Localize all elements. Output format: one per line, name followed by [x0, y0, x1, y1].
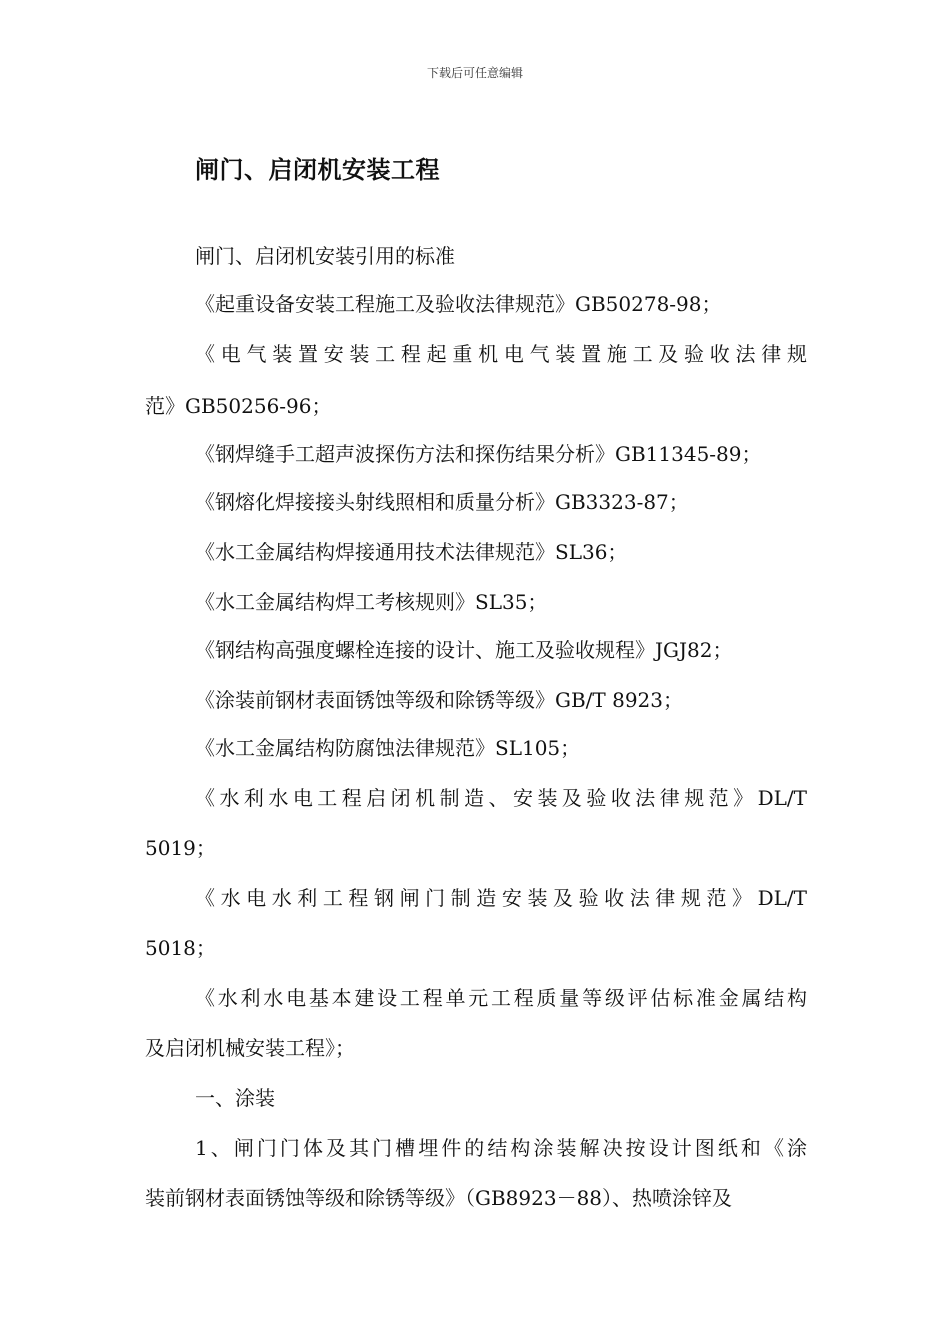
standard-item: 《涂装前钢材表面锈蚀等级和除锈等级》GB/T 8923；: [195, 688, 684, 712]
standard-item-continuation: 5019；: [145, 836, 216, 860]
standard-item: 《起重设备安装工程施工及验收法律规范》GB50278-98；: [195, 292, 722, 316]
standard-item: 《水电水利工程钢闸门制造安装及验收法律规范》DL/T: [195, 886, 807, 910]
section-intro: 闸门、启闭机安装引用的标准: [195, 244, 455, 268]
document-title: 闸门、启闭机安装工程: [195, 155, 440, 184]
standard-item: 《水工金属结构防腐蚀法律规范》SL105；: [195, 736, 581, 760]
coating-paragraph-continuation: 装前钢材表面锈蚀等级和除锈等级》（GB8923－88）、热喷涂锌及: [145, 1186, 733, 1210]
standard-item: 《水利水电基本建设工程单元工程质量等级评估标准金属结构: [195, 986, 807, 1010]
coating-paragraph: 1、闸门门体及其门槽埋件的结构涂装解决按设计图纸和《涂: [195, 1136, 807, 1160]
standard-item: 《钢焊缝手工超声波探伤方法和探伤结果分析》GB11345-89；: [195, 442, 762, 466]
standard-item: 《水利水电工程启闭机制造、安装及验收法律规范》DL/T: [195, 786, 807, 810]
standard-item: 《电气装置安装工程起重机电气装置施工及验收法律规: [195, 342, 807, 366]
standard-item: 《水工金属结构焊接通用技术法律规范》SL36；: [195, 540, 628, 564]
standard-item: 《水工金属结构焊工考核规则》SL35；: [195, 590, 548, 614]
standard-item: 《钢熔化焊接接头射线照相和质量分析》GB3323-87；: [195, 490, 689, 514]
section-heading-coating: 一、涂装: [195, 1086, 275, 1110]
standard-item-continuation: 范》GB50256-96；: [145, 394, 332, 418]
standard-item-continuation: 及启闭机械安装工程》；: [145, 1036, 355, 1060]
standard-item: 《钢结构高强度螺栓连接的设计、施工及验收规程》JGJ82；: [195, 638, 733, 662]
page-header-note: 下载后可任意编辑: [426, 66, 523, 80]
standard-item-continuation: 5018；: [145, 936, 216, 960]
